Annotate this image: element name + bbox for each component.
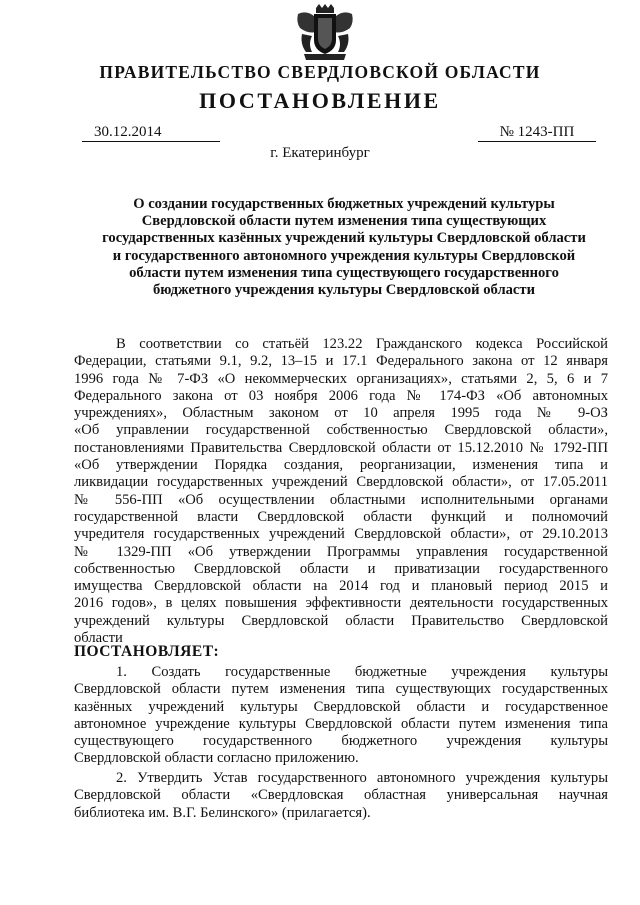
- heading-line: и государственного автономного учреждения культуры Свердловской: [112, 247, 576, 264]
- clause-2: [74, 770, 608, 822]
- paragraph-line: «Об утверждении Порядка создания, реорганизации, изменения типа и: [74, 457, 608, 474]
- document-number: № 1243-ПП: [478, 124, 596, 142]
- heading-line: государственных казённых учреждений культуры Свердловской области: [102, 230, 586, 247]
- preamble-paragraph: [74, 336, 608, 647]
- heading-line: Свердловской области путем изменения типа существующих: [141, 213, 547, 230]
- paragraph-line: учреждениях», Областным законом от 10 апреля 1995 года № 9-ОЗ: [74, 405, 608, 422]
- document-type: ПОСТАНОВЛЕНИЕ: [199, 88, 441, 113]
- paragraph-line: Свердловской области согласно приложению.: [74, 750, 359, 767]
- heading-line: бюджетного учреждения культуры Свердловской области: [153, 282, 535, 299]
- heading-line: О создании государственных бюджетных учреждений культуры: [133, 196, 555, 212]
- paragraph-line: № 556-ПП «Об осуществлении областными исполнительными органами: [74, 491, 608, 508]
- paragraph-line: Свердловской области путем изменения типа существующих государственных: [74, 681, 608, 698]
- paragraph-line: учредителя государственных учреждений Свердловской области», от 29.10.2013: [74, 526, 608, 543]
- document-city: г. Екатеринбург: [270, 145, 370, 161]
- paragraph-line: существующего государственного бюджетного учреждения культуры: [74, 733, 608, 750]
- paragraph-line: № 1329-ПП «Об утверждении Программы управления государственной: [74, 543, 608, 560]
- paragraph-line: собственностью Свердловской области и приватизации государственного: [74, 560, 608, 577]
- paragraph-line: постановлениями Правительства Свердловской области от 15.12.2010 № 1792-ПП: [74, 439, 608, 456]
- paragraph-line: 2. Утвердить Устав государственного автономного учреждения культуры: [116, 770, 608, 786]
- paragraph-line: ликвидации государственных учреждений Свердловской области», от 17.05.2011: [74, 474, 608, 491]
- paragraph-line: области: [74, 630, 123, 647]
- coat-of-arms-icon: [294, 4, 356, 62]
- paragraph-line: 2016 годов», в целях повышения эффективности деятельности государственных: [74, 595, 608, 612]
- paragraph-line: имущества Свердловской области на 2014 год и плановый период 2015 и: [74, 578, 608, 595]
- paragraph-line: библиотека им. В.Г. Белинского» (прилагается).: [74, 804, 371, 821]
- paragraph-line: учреждений культуры Свердловской области Правительство Свердловской: [74, 612, 608, 629]
- paragraph-line: Федерации, статьями 9.1, 9.2, 13–15 и 17.1 Федерального закона от 12 января: [74, 353, 608, 370]
- paragraph-line: 1996 года № 7-ФЗ «О некоммерческих организациях», статьями 2, 5, 6 и 7: [74, 370, 608, 387]
- paragraph-line: казённых учреждений культуры Свердловской области и государственное: [74, 698, 608, 715]
- paragraph-line: автономное учреждение культуры Свердловской области путем изменения типа: [74, 715, 608, 732]
- paragraph-line: 1. Создать государственные бюджетные учреждения культуры: [116, 664, 608, 680]
- paragraph-line: В соответствии со статьёй 123.22 Гражданского кодекса Российской: [116, 336, 608, 352]
- clause-1: [74, 664, 608, 768]
- paragraph-line: Федерального закона от 03 ноября 2006 года № 174-ФЗ «Об автономных: [74, 387, 608, 404]
- paragraph-line: «Об управлении государственной собственностью Свердловской области»,: [74, 422, 608, 439]
- paragraph-line: государственной власти Свердловской области функций и полномочий: [74, 508, 608, 525]
- organization-title: ПРАВИТЕЛЬСТВО СВЕРДЛОВСКОЙ ОБЛАСТИ: [99, 62, 541, 82]
- resolves-label: ПОСТАНОВЛЯЕТ:: [74, 643, 220, 660]
- document-date: 30.12.2014: [82, 124, 220, 142]
- heading-line: области путем изменения типа существующего государственного: [129, 264, 559, 281]
- paragraph-line: Свердловской области «Свердловская областная универсальная научная: [74, 787, 608, 804]
- document-heading: [80, 196, 608, 299]
